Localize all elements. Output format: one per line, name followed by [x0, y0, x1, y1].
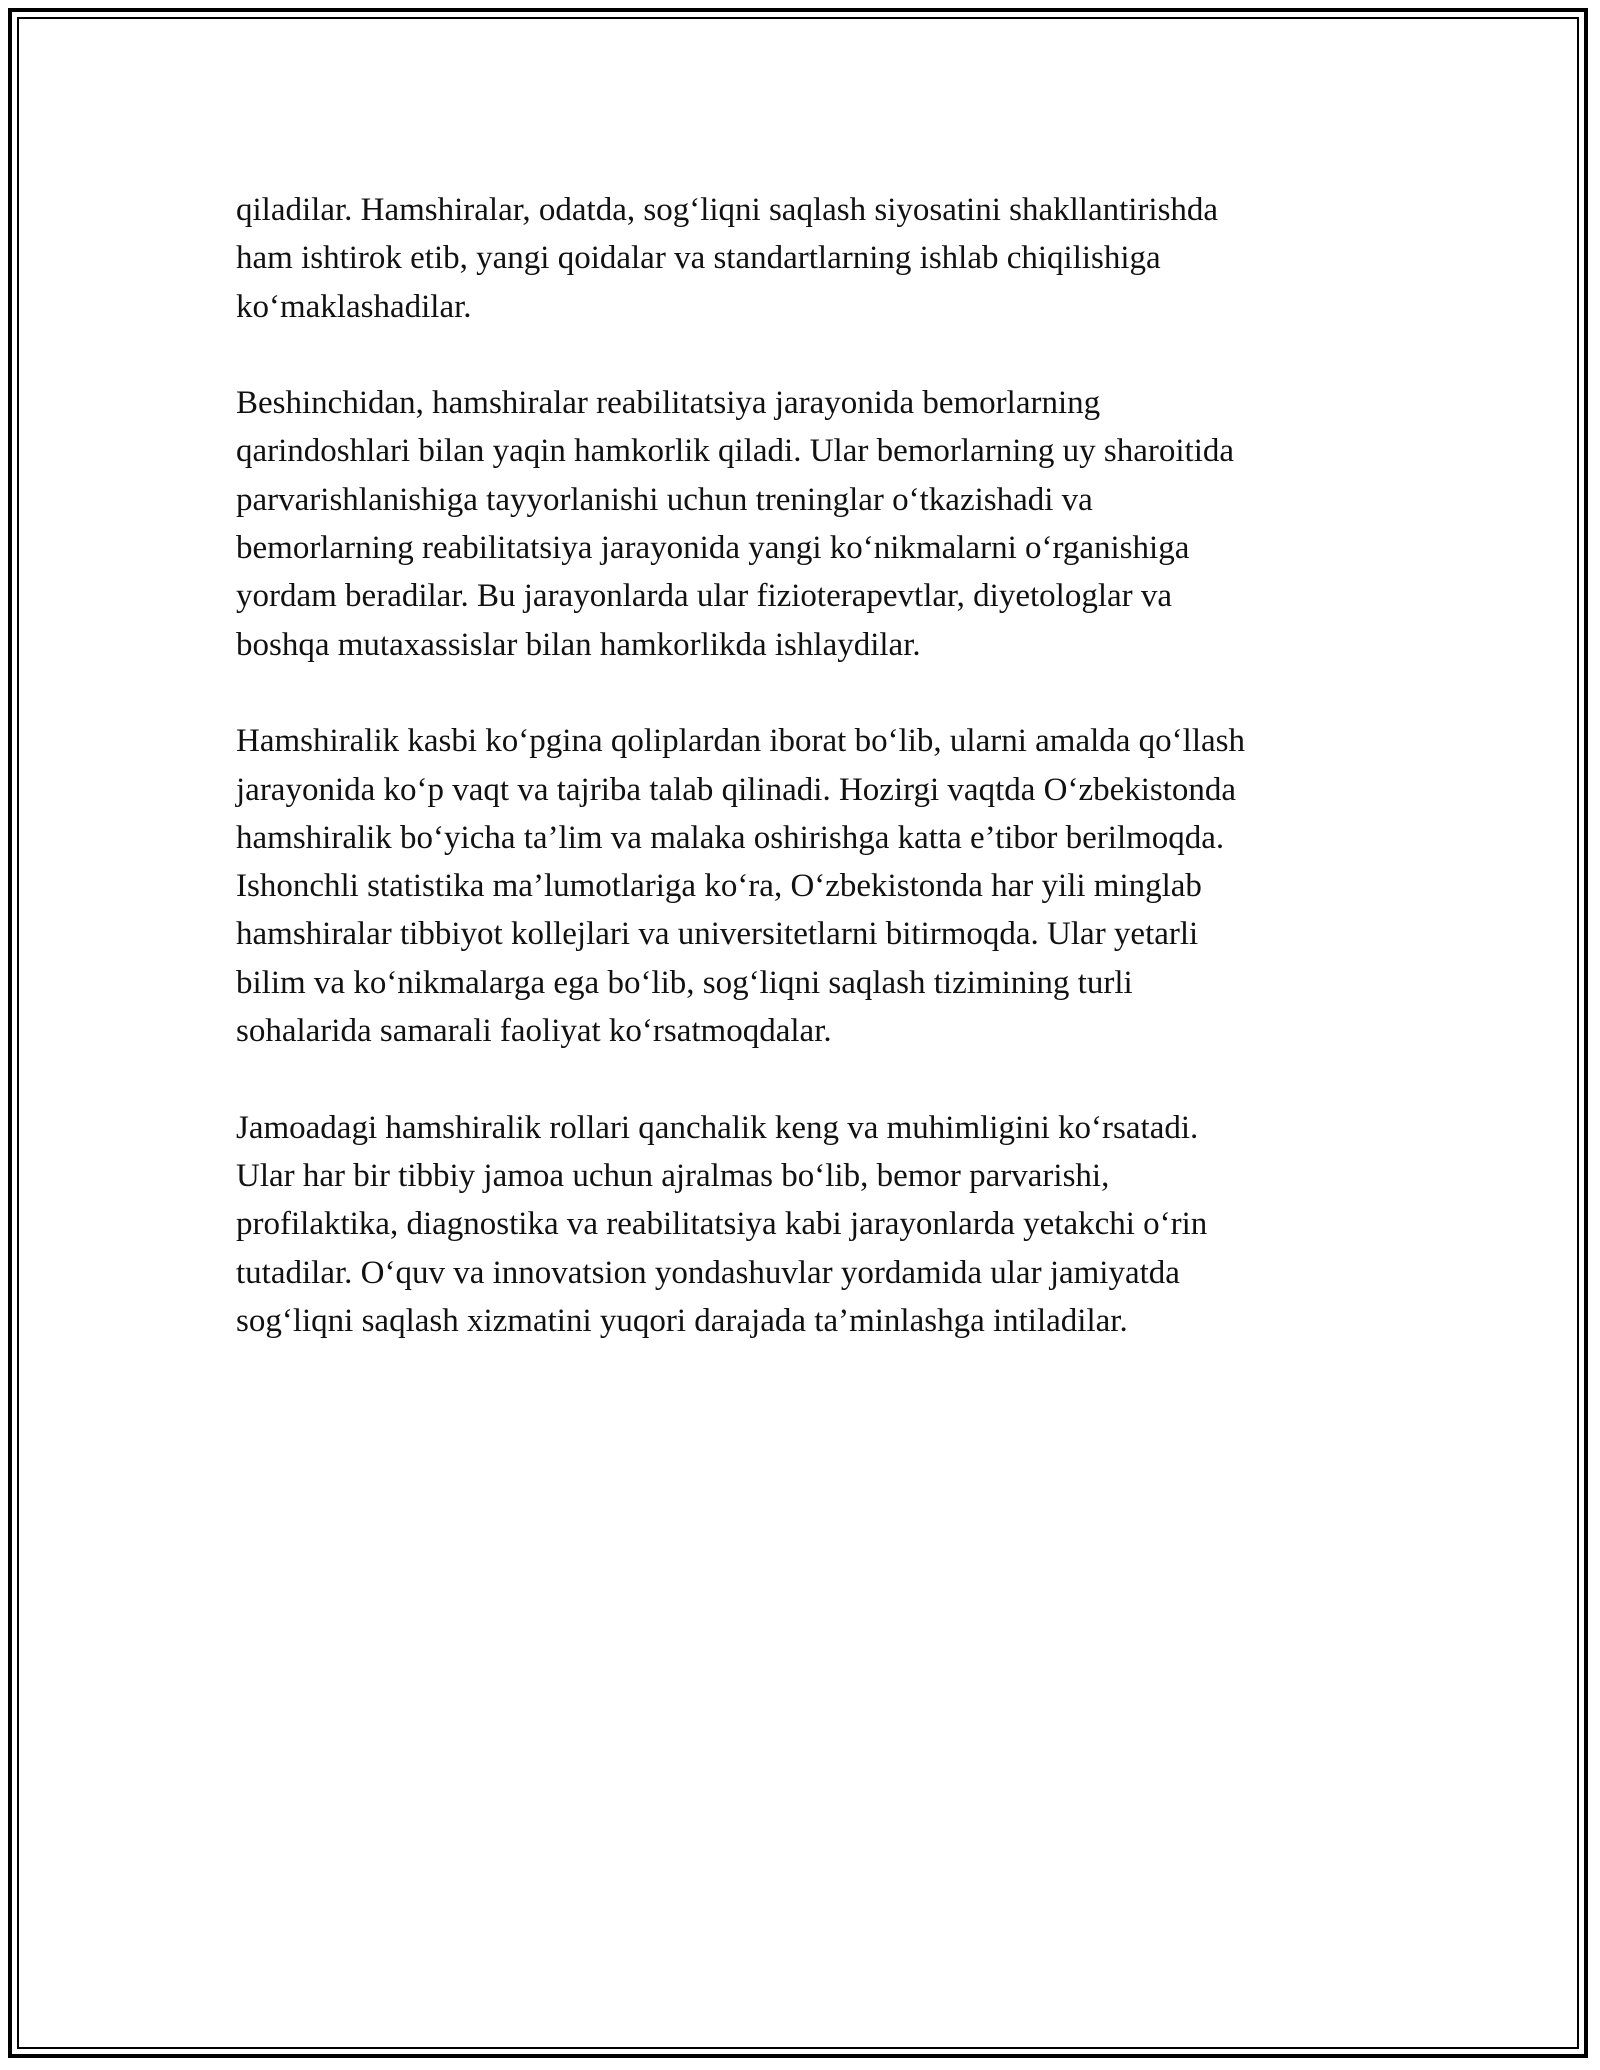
text-line: qiladilar. Hamshiralar, odatda, sog‘liqni saqlash siyosatini shakllantirishda — [236, 192, 1219, 228]
text-line: qarindoshlari bilan yaqin hamkorlik qiladi. Ular bemorlarning uy sharoitida — [236, 433, 1235, 470]
text-line: bemorlarning reabilitatsiya jarayonida yangi ko‘nikmalarni o‘rganishiga — [236, 530, 1190, 567]
text-line: yordam beradilar. Bu jarayonlarda ular fizioterapevtlar, diyetologlar va — [236, 578, 1173, 615]
text-line: bilim va ko‘nikmalarga ega bo‘lib, sog‘liqni saqlash tizimining turli — [236, 964, 1133, 1001]
text-line: jarayonida ko‘p vaqt va tajriba talab qilinadi. Hozirgi vaqtda O‘zbekistonda — [236, 771, 1237, 808]
text-line: sog‘liqni saqlash xizmatini yuqori darajada ta’minlashga intiladilar. — [236, 1302, 1128, 1339]
text-line: ko‘maklashadilar. — [236, 288, 472, 325]
text-line: sohalarida samarali faoliyat ko‘rsatmoqdalar. — [236, 1013, 832, 1050]
text-line: hamshiralik bo‘yicha ta’lim va malaka oshirishga katta e’tibor berilmoqda. — [236, 819, 1225, 856]
text-line: Hamshiralik kasbi ko‘pgina qoliplardan iborat bo‘lib, ularni amalda qo‘llash — [236, 723, 1245, 760]
text-line: boshqa mutaxassislar bilan hamkorlikda ishlaydilar. — [236, 626, 921, 663]
text-line: Ishonchli statistika ma’lumotlariga ko‘ra, O‘zbekistonda har yili minglab — [236, 868, 1202, 905]
document-body — [236, 186, 1366, 1393]
paragraph — [236, 186, 1366, 331]
paragraph — [236, 379, 1366, 669]
text-line: Ular har bir tibbiy jamoa uchun ajralmas bo‘lib, bemor parvarishi, — [236, 1157, 1110, 1194]
paragraph — [236, 717, 1366, 1055]
text-line: Beshinchidan, hamshiralar reabilitatsiya jarayonida bemorlarning — [236, 385, 1101, 422]
text-line: Jamoadagi hamshiralik rollari qanchalik keng va muhimligini ko‘rsatadi. — [236, 1109, 1199, 1146]
text-line: parvarishlanishiga tayyorlanishi uchun treninglar o‘tkazishadi va — [236, 481, 1093, 518]
text-line: hamshiralar tibbiyot kollejlari va universitetlarni bitirmoqda. Ular yetarli — [236, 916, 1199, 953]
text-line: tutadilar. O‘quv va innovatsion yondashuvlar yordamida ular jamiyatda — [236, 1254, 1180, 1291]
text-line: profilaktika, diagnostika va reabilitatsiya kabi jarayonlarda yetakchi o‘rin — [236, 1206, 1208, 1243]
text-line: ham ishtirok etib, yangi qoidalar va standartlarning ishlab chiqilishiga — [236, 240, 1161, 277]
paragraph — [236, 1104, 1366, 1345]
